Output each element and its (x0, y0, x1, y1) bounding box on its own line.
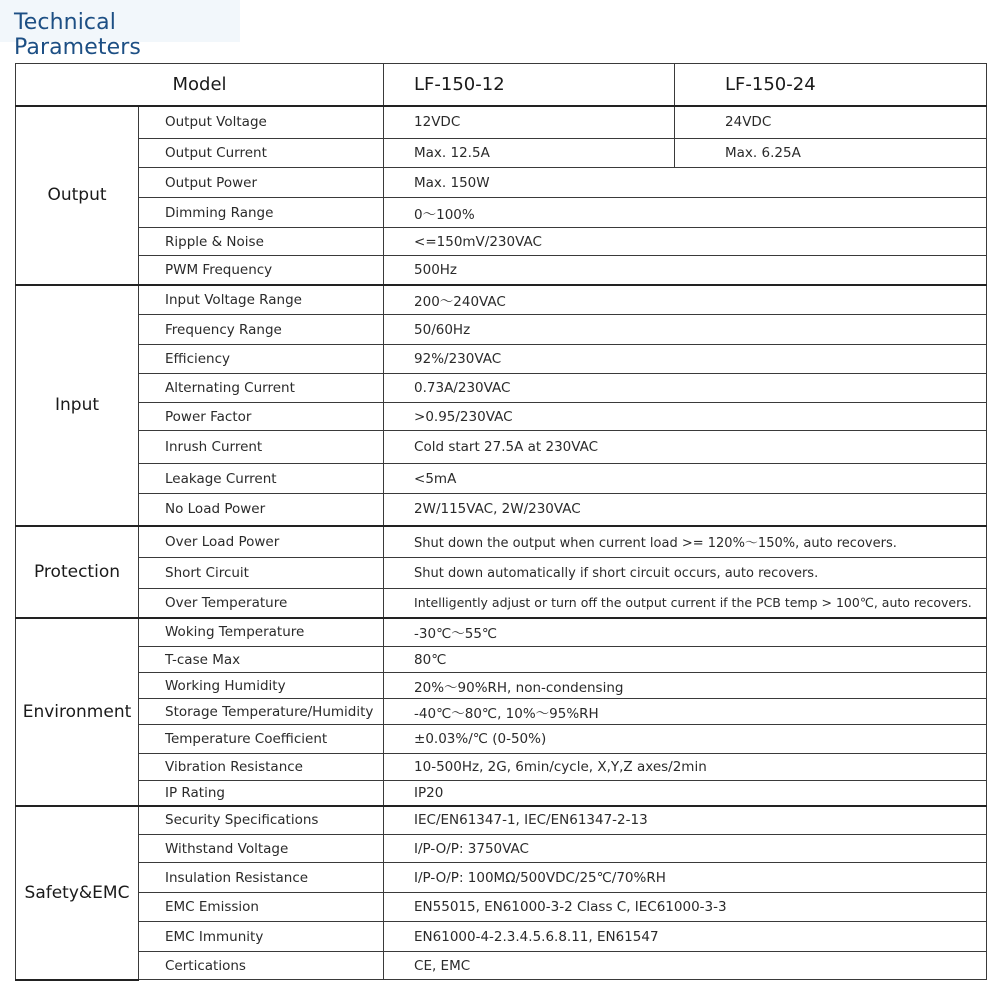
param-value: <5mA (384, 464, 987, 494)
param-value: Max. 150W (384, 168, 987, 198)
table-row (16, 198, 987, 228)
group-safety-emc: Safety&EMC (16, 806, 139, 980)
group-environment: Environment (16, 618, 139, 806)
table-row (16, 863, 987, 893)
param-value: EN55015, EN61000-3-2 Class C, IEC61000-3-3 (384, 893, 987, 922)
table-row (16, 806, 987, 835)
table-row (16, 285, 987, 315)
group-protection: Protection (16, 526, 139, 618)
param-name: Certications (139, 952, 384, 980)
param-value: 200～240VAC (384, 285, 987, 315)
param-value: IEC/EN61347-1, IEC/EN61347-2-13 (384, 806, 987, 835)
param-name: Woking Temperature (139, 618, 384, 647)
param-name: Temperature Coefficient (139, 725, 384, 754)
table-row (16, 228, 987, 256)
param-name: Power Factor (139, 403, 384, 431)
param-value: ±0.03%/℃ (0-50%) (384, 725, 987, 754)
param-value: 2W/115VAC, 2W/230VAC (384, 494, 987, 526)
table-row (16, 893, 987, 922)
table-row (16, 494, 987, 526)
param-value: EN61000-4-2.3.4.5.6.8.11, EN61547 (384, 922, 987, 952)
param-name: No Load Power (139, 494, 384, 526)
param-value: 20%～90%RH, non-condensing (384, 673, 987, 699)
param-name: Input Voltage Range (139, 285, 384, 315)
table-row (16, 647, 987, 673)
group-input: Input (16, 285, 139, 526)
param-name: EMC Emission (139, 893, 384, 922)
param-name: Short Circuit (139, 558, 384, 589)
param-value: -40℃～80℃, 10%～95%RH (384, 699, 987, 725)
table-row (16, 315, 987, 345)
table-row (16, 589, 987, 618)
param-name: Ripple & Noise (139, 228, 384, 256)
param-name: EMC Immunity (139, 922, 384, 952)
param-value: I/P-O/P: 3750VAC (384, 835, 987, 863)
spec-table (15, 63, 987, 981)
param-name: Over Load Power (139, 526, 384, 558)
table-row (16, 618, 987, 647)
param-name: Inrush Current (139, 431, 384, 464)
param-name: Storage Temperature/Humidity (139, 699, 384, 725)
param-value: <=150mV/230VAC (384, 228, 987, 256)
table-row (16, 699, 987, 725)
param-name: PWM Frequency (139, 256, 384, 285)
param-value: 0.73A/230VAC (384, 374, 987, 403)
table-row (16, 725, 987, 754)
param-name: IP Rating (139, 781, 384, 806)
param-name: Frequency Range (139, 315, 384, 345)
param-value: CE, EMC (384, 952, 987, 980)
param-value: -30℃～55℃ (384, 618, 987, 647)
param-value: 80℃ (384, 647, 987, 673)
param-value: I/P-O/P: 100MΩ/500VDC/25℃/70%RH (384, 863, 987, 893)
table-row (16, 256, 987, 285)
param-name: Dimming Range (139, 198, 384, 228)
page-title: Technical Parameters (14, 10, 141, 60)
param-name: Output Power (139, 168, 384, 198)
table-row (16, 139, 987, 168)
param-name: Vibration Resistance (139, 754, 384, 781)
table-row (16, 952, 987, 980)
table-row (16, 403, 987, 431)
table-header-row (16, 64, 987, 106)
param-name: Output Voltage (139, 106, 384, 139)
table-row (16, 345, 987, 374)
table-row (16, 526, 987, 558)
param-name: Security Specifications (139, 806, 384, 835)
param-name: Alternating Current (139, 374, 384, 403)
param-value: 500Hz (384, 256, 987, 285)
table-row (16, 754, 987, 781)
group-output: Output (16, 106, 139, 285)
param-value: 12VDC (384, 106, 675, 139)
title-banner (0, 0, 240, 60)
header-model-2: LF-150-24 (675, 64, 987, 106)
param-value: 92%/230VAC (384, 345, 987, 374)
param-value: 10-500Hz, 2G, 6min/cycle, X,Y,Z axes/2min (384, 754, 987, 781)
param-name: Over Temperature (139, 589, 384, 618)
param-name: Withstand Voltage (139, 835, 384, 863)
param-value: Intelligently adjust or turn off the output current if the PCB temp > 100℃, auto recovers. (384, 589, 987, 618)
header-model-1: LF-150-12 (384, 64, 675, 106)
param-name: Output Current (139, 139, 384, 168)
table-row (16, 168, 987, 198)
param-value: Max. 12.5A (384, 139, 675, 168)
param-name: Leakage Current (139, 464, 384, 494)
table-row (16, 558, 987, 589)
param-value-2: 24VDC (675, 106, 987, 139)
param-name: T-case Max (139, 647, 384, 673)
table-row (16, 673, 987, 699)
param-name: Insulation Resistance (139, 863, 384, 893)
param-value: Cold start 27.5A at 230VAC (384, 431, 987, 464)
param-value: Shut down automatically if short circuit occurs, auto recovers. (384, 558, 987, 589)
param-value-2: Max. 6.25A (675, 139, 987, 168)
param-value: Shut down the output when current load >= 120%～150%, auto recovers. (384, 526, 987, 558)
table-row (16, 464, 987, 494)
param-value: 50/60Hz (384, 315, 987, 345)
table-row (16, 835, 987, 863)
param-value: 0～100% (384, 198, 987, 228)
param-value: >0.95/230VAC (384, 403, 987, 431)
param-name: Efficiency (139, 345, 384, 374)
param-value: IP20 (384, 781, 987, 806)
header-model: Model (16, 64, 384, 106)
param-name: Working Humidity (139, 673, 384, 699)
table-row (16, 106, 987, 139)
table-row (16, 431, 987, 464)
table-row (16, 922, 987, 952)
table-row (16, 781, 987, 806)
table-row (16, 374, 987, 403)
